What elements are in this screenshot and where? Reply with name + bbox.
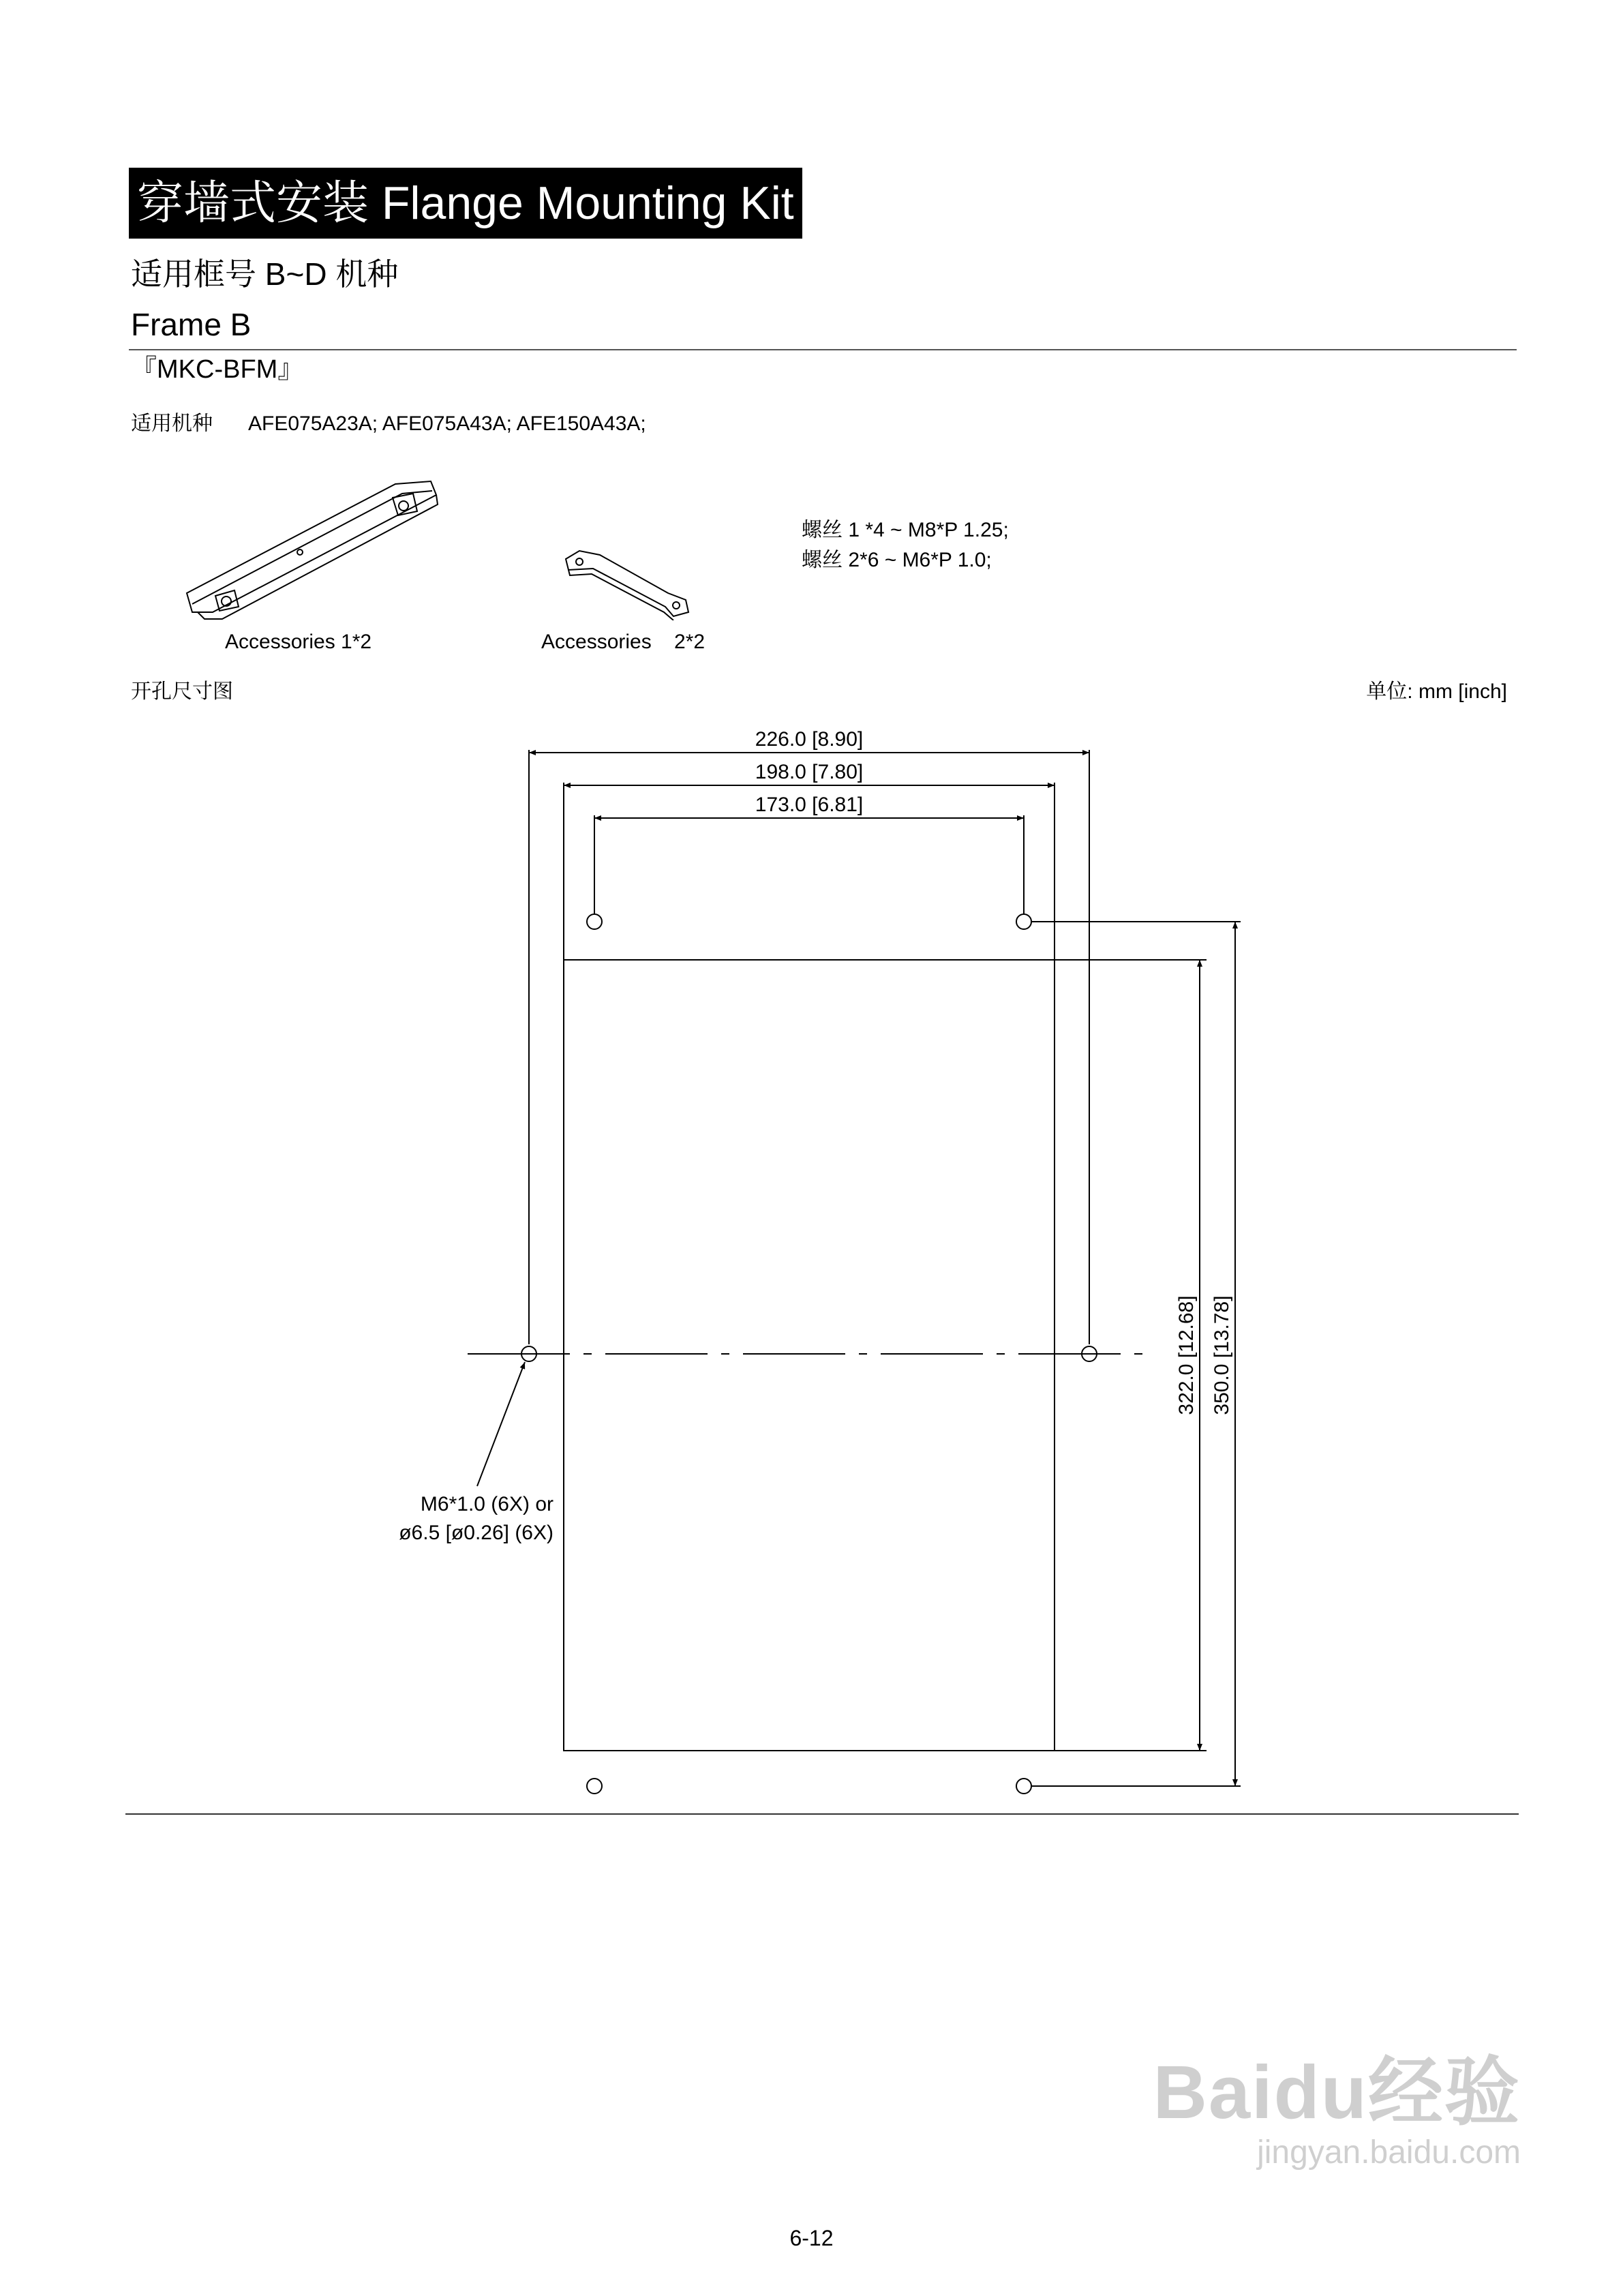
screw-spec-line-1: 螺丝 1 *4 ~ M8*P 1.25;: [802, 519, 1009, 541]
hole-note-line-1: M6*1.0 (6X) or: [420, 1493, 553, 1515]
unit-label: 单位: mm [inch]: [1366, 680, 1507, 703]
model-code: 『MKC-BFM』: [131, 355, 304, 384]
watermark-main: Baidu经验: [1153, 2051, 1521, 2134]
applicable-model-list: AFE075A23A; AFE075A43A; AFE150A43A;: [248, 412, 646, 435]
hole-note-line-2: ø6.5 [ø0.26] (6X): [399, 1522, 553, 1544]
mounting-hole-top-left: [587, 914, 602, 929]
baidu-watermark: [1153, 2052, 1521, 2172]
drawing-bottom-divider: [125, 1813, 1519, 1815]
accessory-2-label: Accessories 2*2: [541, 631, 706, 653]
subtitle-frame-range: 适用框号 B~D 机种: [131, 256, 399, 292]
screw-spec-line-2: 螺丝 2*6 ~ M6*P 1.0;: [802, 549, 992, 571]
dim-label-width-inner: 173.0 [6.81]: [755, 794, 864, 816]
mounting-hole-bottom-right: [1016, 1779, 1031, 1794]
mounting-hole-bottom-left: [587, 1779, 602, 1794]
accessory-1-label: Accessories 1*2: [225, 631, 372, 653]
dim-label-width-outer: 226.0 [8.90]: [755, 728, 864, 751]
applicable-label: 适用机种: [131, 412, 213, 435]
frame-heading: Frame B: [131, 307, 252, 342]
dim-label-width-mid: 198.0 [7.80]: [755, 761, 864, 783]
cutout-section-label: 开孔尺寸图: [131, 680, 233, 703]
mounting-hole-top-right: [1016, 914, 1031, 929]
cutout-rectangle: [564, 960, 1055, 1751]
dim-label-height-inner: 322.0 [12.68]: [1175, 1295, 1198, 1415]
dim-label-height-outer: 350.0 [13.78]: [1211, 1295, 1233, 1415]
page-title: 穿墙式安装 Flange Mounting Kit: [129, 168, 802, 239]
hole-leader-line: [477, 1362, 525, 1486]
page-number: 6-12: [789, 2226, 834, 2250]
watermark-sub: jingyan.baidu.com: [1257, 2134, 1521, 2171]
